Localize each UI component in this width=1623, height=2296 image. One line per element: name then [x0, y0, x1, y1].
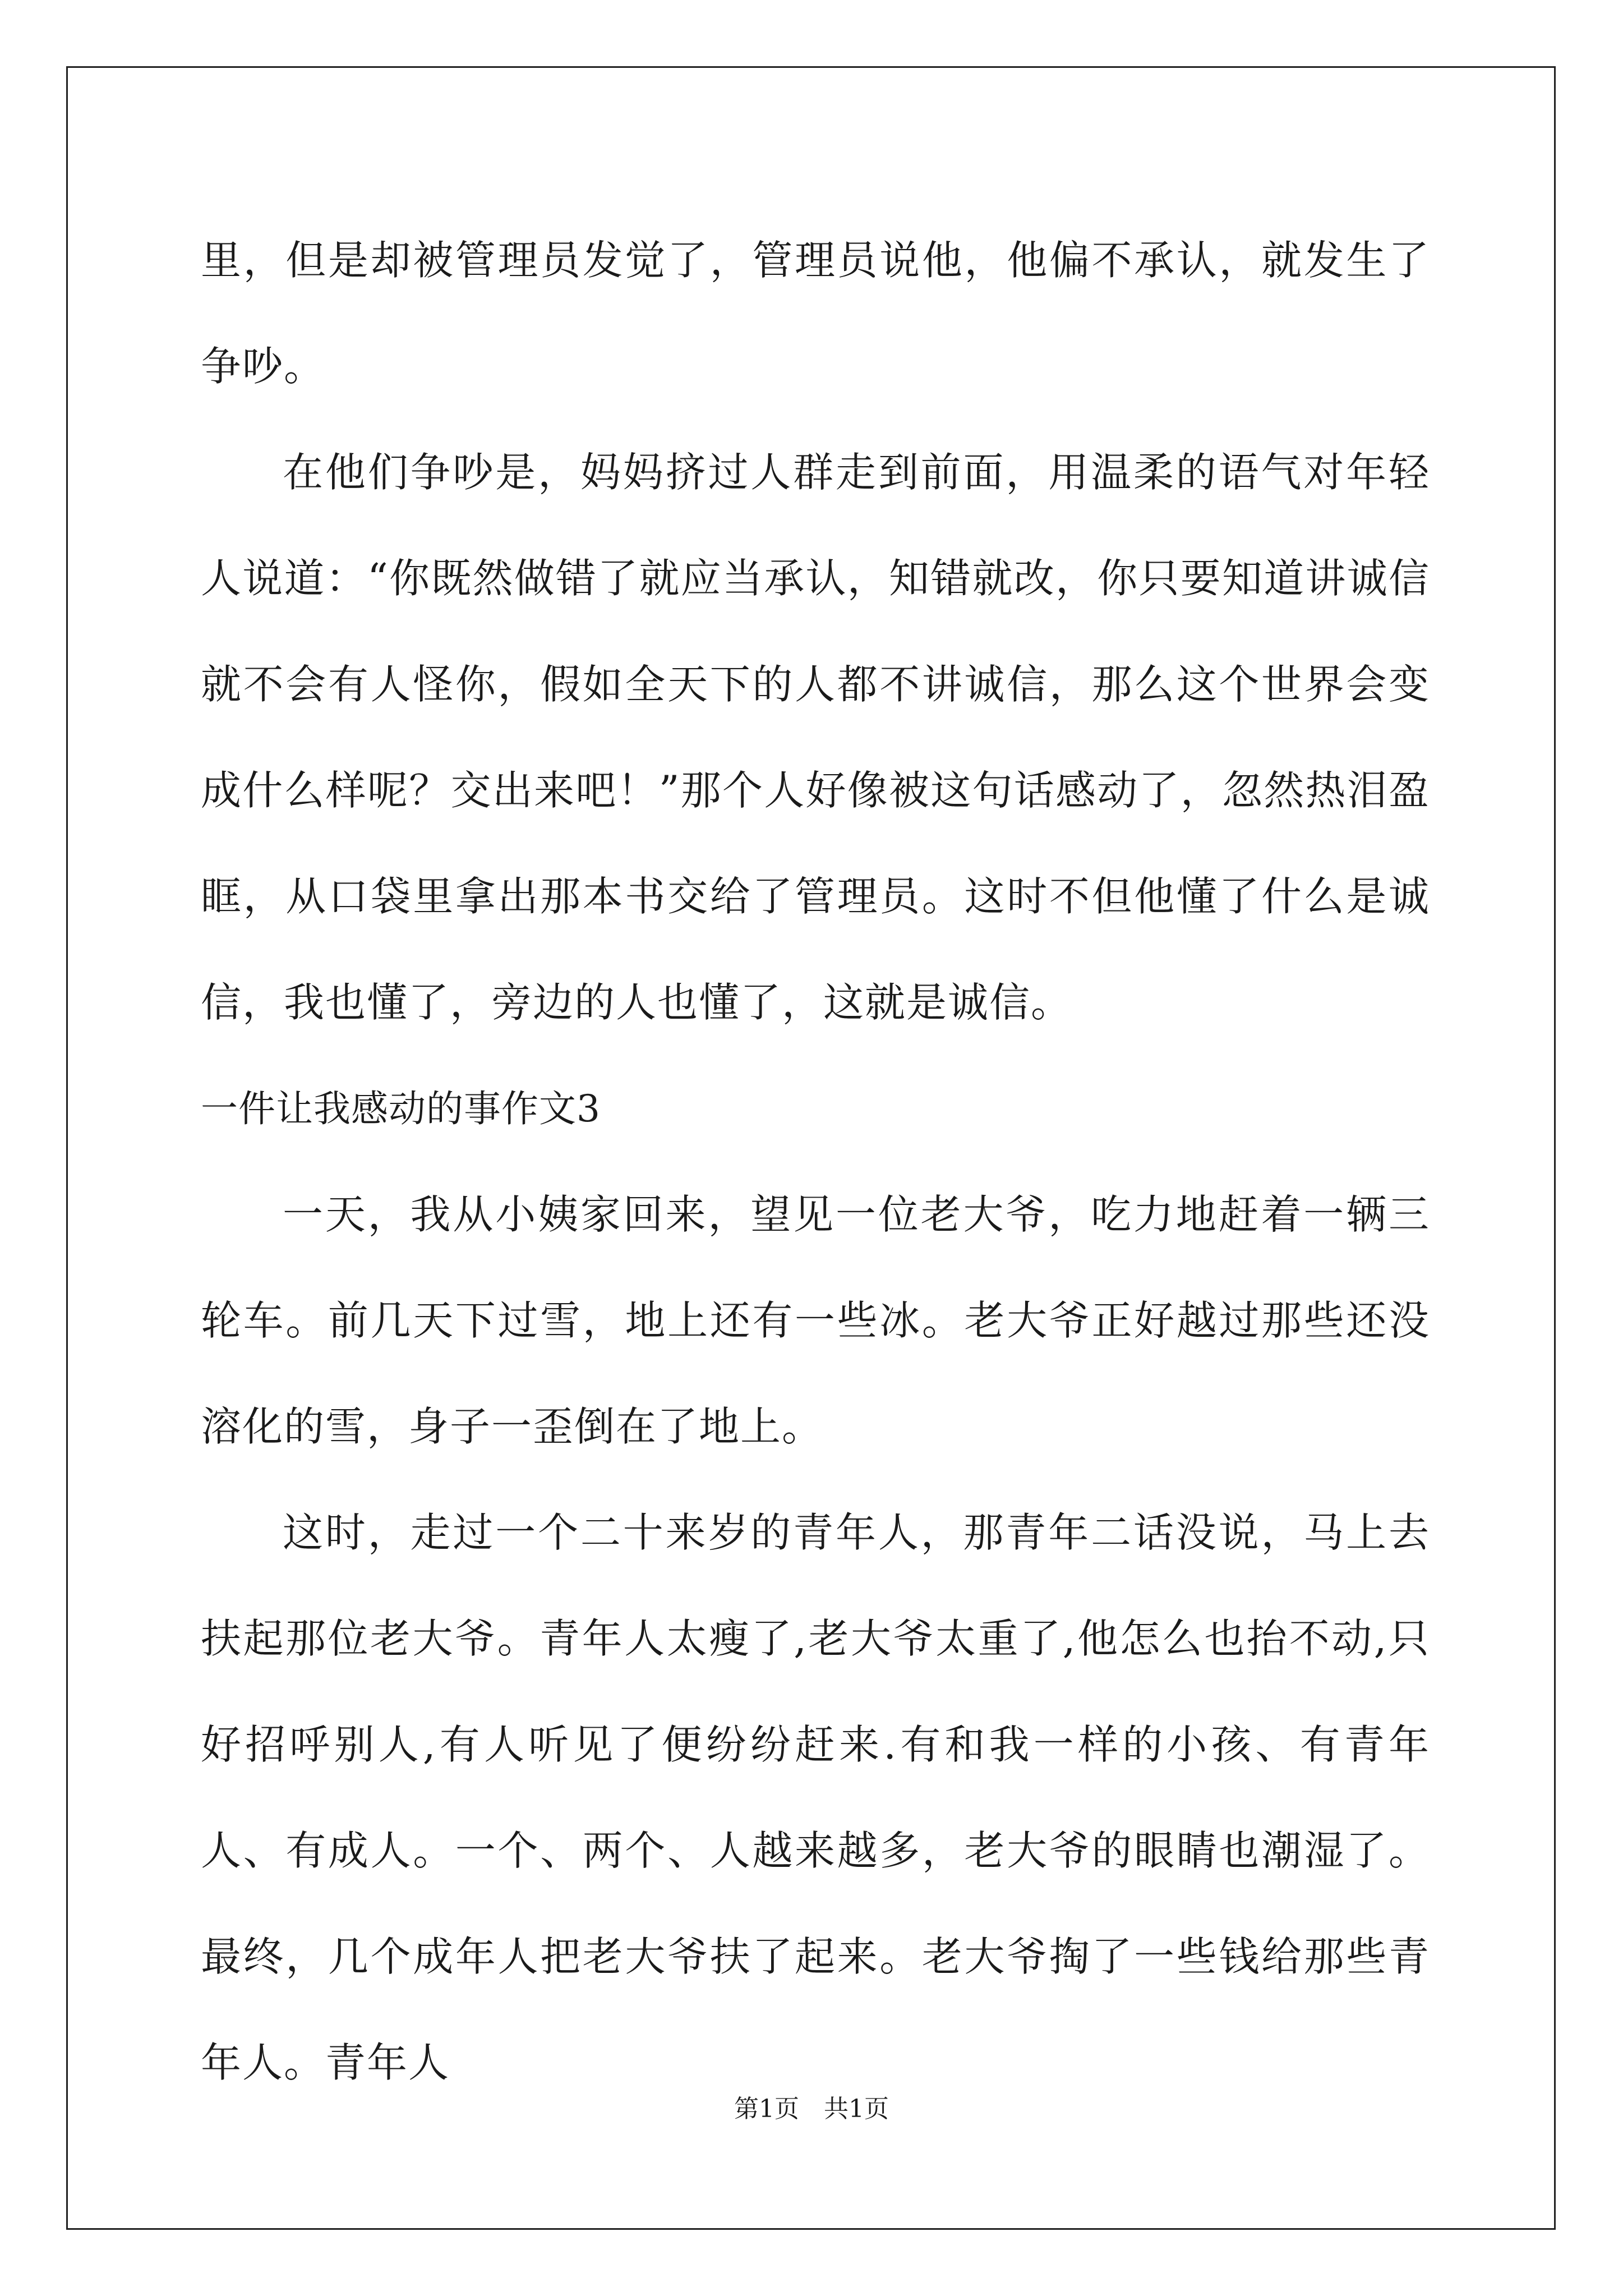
- paragraph-1: 里，但是却被管理员发觉了，管理员说他，他偏不承认，就发生了争吵。: [201, 237, 1430, 390]
- paragraph-3: 一天，我从小姨家回来，望见一位老大爷，吃力地赶着一辆三轮车。前几天下过雪，地上还有一些冰。老大爷正好越过那些还没溶化的雪，身子一歪倒在了地上。: [201, 1191, 1430, 1450]
- document-body: [201, 208, 1430, 2116]
- paragraph-4: 这时，走过一个二十来岁的青年人，那青年二话没说，马上去扶起那位老大爷。青年人太瘦了,老大爷太重了,他怎么也抬不动,只好招呼别人,有人听见了便纷纷赶来.有和我一样的小孩、有青年人、有成人。一个、两个、人越来越多，老大爷的眼睛也潮湿了。最终，几个成年人把老大爷扶了起来。老大爷掏了一些钱给那些青年人。青年人: [201, 1509, 1430, 2086]
- page-number-footer: 第1页 共1页: [734, 2095, 889, 2123]
- section-heading: 一件让我感动的事作文3: [201, 1087, 601, 1130]
- paragraph-2: 在他们争吵是，妈妈挤过人群走到前面，用温柔的语气对年轻人说道：“你既然做错了就应当承认，知错就改，你只要知道讲诚信就不会有人怪你，假如全天下的人都不讲诚信，那么这个世界会变成什么样呢？交出来吧！”那个人好像被这句话感动了，忽然热泪盈眶，从口袋里拿出那本书交给了管理员。这时不但他懂了什么是诚信，我也懂了，旁边的人也懂了，这就是诚信。: [201, 449, 1430, 1026]
